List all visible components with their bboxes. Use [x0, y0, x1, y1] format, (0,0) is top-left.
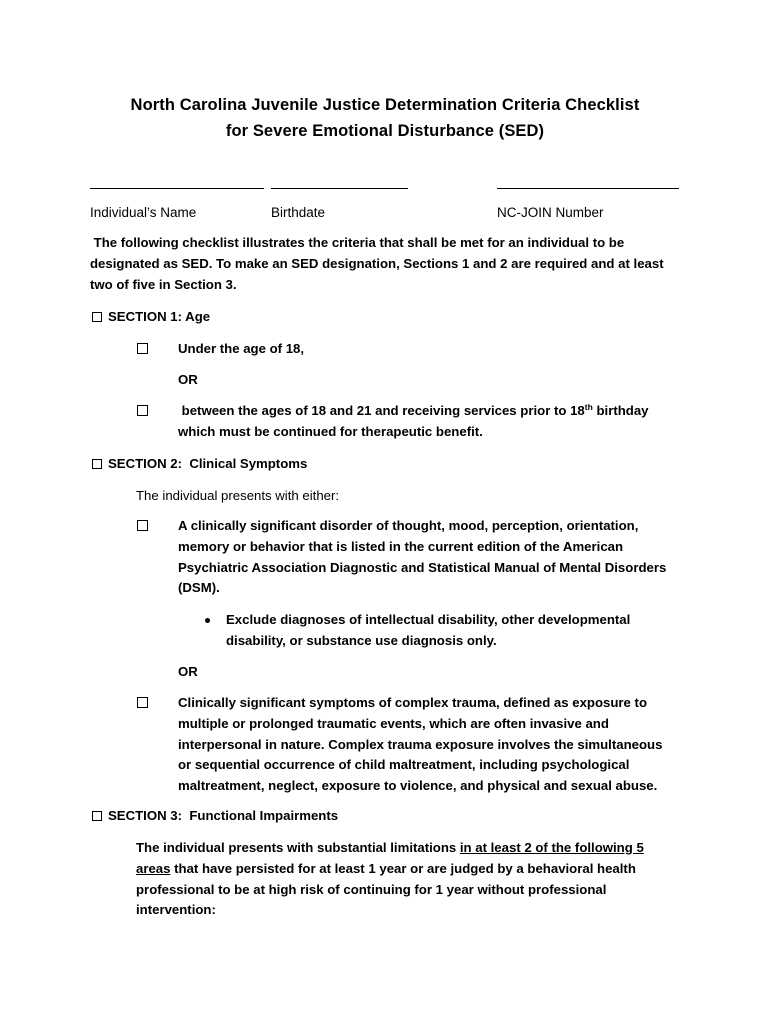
- name-field-line[interactable]: [90, 188, 264, 189]
- section3-paragraph: [136, 838, 666, 921]
- section3-heading-text: SECTION 3: Functional Impairments: [108, 808, 339, 823]
- birthdate-label: Birthdate: [271, 205, 326, 220]
- section3-line3: professional to be at high risk of continuing for 1 year without professional: [136, 881, 607, 897]
- section1-option2-line1: [178, 401, 678, 422]
- section1-heading: [92, 307, 210, 328]
- ncjoin-label: NC-JOIN Number: [497, 205, 604, 220]
- section1-option2-checkbox[interactable]: [137, 405, 148, 416]
- option2-text-end: birthday: [592, 403, 649, 418]
- section2-option1-checkbox[interactable]: [137, 520, 148, 531]
- section3-text: The individual presents with substantial limitations: [136, 840, 460, 855]
- option2-line: or sequential occurrence of child maltreatment, including psychological: [178, 757, 630, 773]
- name-label: Individual’s Name: [90, 205, 197, 220]
- option2-line: interpersonal in nature. Complex trauma exposure involves the simultaneous: [178, 736, 663, 752]
- intro-line: two of five in Section 3.: [90, 276, 237, 292]
- section3-checkbox[interactable]: [92, 811, 102, 821]
- intro-paragraph: [90, 233, 690, 295]
- option1-line: memory or behavior that is listed in the current edition of the American: [178, 538, 624, 554]
- title-line-1: North Carolina Juvenile Justice Determination Criteria Checklist: [130, 96, 640, 114]
- ncjoin-field-line[interactable]: [497, 188, 679, 189]
- section3-heading: [92, 806, 338, 827]
- section3-underlined-text: in at least 2 of the following 5: [459, 840, 644, 855]
- section1-checkbox[interactable]: [92, 312, 102, 322]
- option1-line: (DSM).: [178, 580, 220, 596]
- section1-heading-text: SECTION 1: Age: [108, 309, 211, 324]
- section1-option2: [178, 401, 678, 443]
- section3-line1: [136, 838, 666, 859]
- section2-checkbox[interactable]: [92, 459, 102, 469]
- section1-option1-checkbox[interactable]: [137, 343, 148, 354]
- option2-superscript: th: [584, 402, 593, 412]
- section2-or: OR: [178, 664, 198, 679]
- section3-line2: [136, 859, 666, 880]
- bullet-line: Exclude diagnoses of intellectual disability, other developmental: [226, 612, 631, 627]
- section2-subheading: The individual presents with either:: [136, 488, 340, 503]
- section2-option1: [178, 516, 678, 599]
- bullet-line: disability, or substance use diagnosis only.: [226, 632, 497, 648]
- intro-line: The following checklist illustrates the criteria that shall be met for an individual to be: [90, 235, 625, 250]
- section1-option1: Under the age of 18,: [178, 341, 305, 356]
- bullet-icon: [205, 618, 210, 623]
- section3-underlined-areas: areas: [136, 860, 171, 876]
- title-line-2: for Severe Emotional Disturbance (SED): [225, 122, 545, 140]
- section3-line4: intervention:: [136, 902, 216, 918]
- option2-line: multiple or prolonged traumatic events, which are often invasive and: [178, 715, 609, 731]
- section2-option2: [178, 693, 678, 797]
- section2-heading-text: SECTION 2: Clinical Symptoms: [108, 456, 308, 471]
- option2-line: maltreatment, neglect, exposure to violence, and physical and sexual abuse.: [178, 778, 658, 794]
- option1-line: Psychiatric Association Diagnostic and Statistical Manual of Mental Disorders: [178, 559, 667, 575]
- birthdate-field-line[interactable]: [271, 188, 408, 189]
- option1-line: A clinically significant disorder of thought, mood, perception, orientation,: [178, 518, 639, 533]
- section2-heading: [92, 454, 307, 475]
- section2-bullet: [226, 610, 646, 652]
- section1-or: OR: [178, 372, 198, 387]
- intro-line: designated as SED. To make an SED designation, Sections 1 and 2 are required and at least: [90, 255, 664, 271]
- section1-option2-line2: which must be continued for therapeutic benefit.: [178, 423, 483, 439]
- section3-text-post: that have persisted for at least 1 year or are judged by a behavioral health: [170, 860, 636, 876]
- option2-line: Clinically significant symptoms of complex trauma, defined as exposure to: [178, 695, 648, 710]
- section2-option2-checkbox[interactable]: [137, 697, 148, 708]
- option2-text: between the ages of 18 and 21 and receiving services prior to 18: [178, 403, 585, 418]
